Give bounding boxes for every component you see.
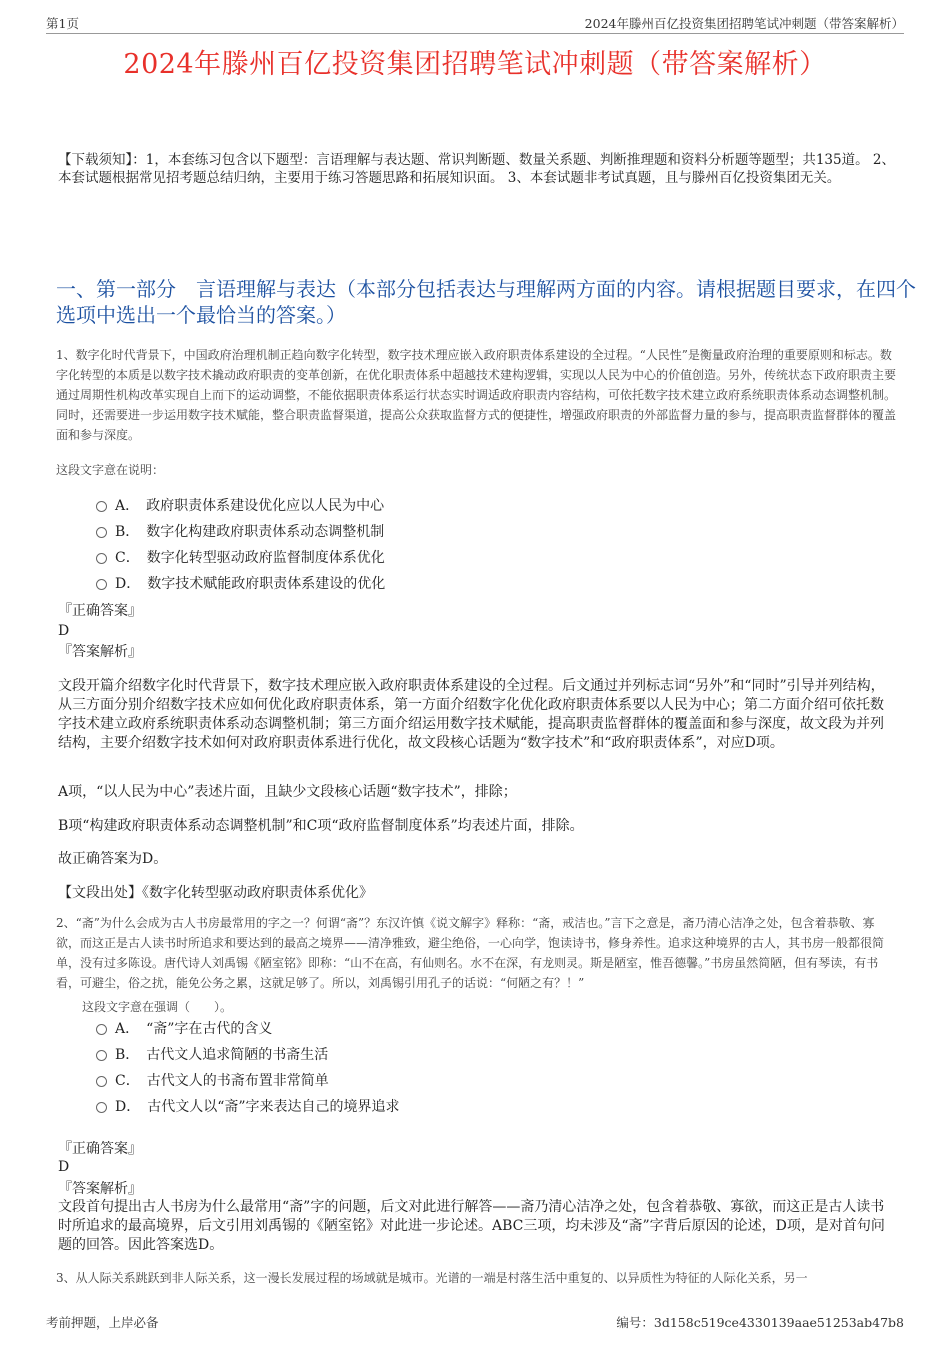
question-1-stem: 1、数字化时代背景下，中国政府治理机制正趋向数字化转型，数字技术理应嵌入政府职责体系建设的全过程。“人民性”是衡量政府治理的重要原则和标志。数字化转型的本质是以数字技术撬动政府职责的变革创新，在优化职责体系中超越技术建构逻辑，实现以人民为中心的价值创造。另外，传统状态下政府职责主要通过周期性机构改革实现自上而下的运动调整，不能依据职责体系运行状态实时调适政府职责内容结构，可依托数字技术建立政府系统职责体系动态调整机制。同时，还需要进一步运用数字技术赋能，整合职责监督渠道，提高公众获取监督方式的便捷性，增强政府职责的外部监督力量的参与，提高职责监督群体的覆盖面和参与深度。 [56,348,897,442]
radio-icon[interactable] [96,1102,107,1113]
header-divider [46,33,904,34]
question-2-option-a[interactable]: A． “斋”字在古代的含义 [96,1019,272,1039]
question-1-analysis-bc: B项“构建政府职责体系动态调整机制”和C项“政府监督制度体系”均表述片面，排除。 [58,818,584,834]
question-1-option-d[interactable]: D． 数字技术赋能政府职责体系建设的优化 [96,574,385,594]
question-2-stem: 2、“斋”为什么会成为古人书房最常用的字之一？何谓“斋”？东汉许慎《说文解字》释称：“斋，戒洁也。”言下之意是，斋乃清心洁净之处，包含着恭敬、寡欲，而这正是古人读书时所追求和要达到的最高之境界——清净雅致，避尘绝俗，一心向学，饱读诗书，修身养性。追求这种境界的古人，其书房一般都很简单，没有过多陈设。唐代诗人刘禹锡《陋室铭》即称：“山不在高，有仙则名。水不在深，有龙则灵。斯是陋室，惟吾德馨。”书房虽然简陋，但有琴读，有书看，可避尘，俗之扰，能免公务之累，这就足够了。所以，刘禹锡引用孔子的话说：“何陋之有？！” [56,916,885,990]
question-2-option-b[interactable]: B． 古代文人追求简陋的书斋生活 [96,1045,328,1065]
question-1-source: 【文段出处】《数字化转型驱动政府职责体系优化》 [58,885,373,901]
question-1-answer: D [58,623,70,639]
question-1-option-a[interactable]: A． 政府职责体系建设优化应以人民为中心 [96,496,384,516]
radio-icon[interactable] [96,1024,107,1035]
question-2-option-c[interactable]: C． 古代文人的书斋布置非常简单 [96,1071,329,1091]
question-1-analysis-conclusion: 故正确答案为D。 [58,851,168,867]
question-1-option-c[interactable]: C． 数字化转型驱动政府监督制度体系优化 [96,548,385,568]
page-title: 2024年滕州百亿投资集团招聘笔试冲刺题（带答案解析） [123,49,827,80]
question-2-option-d[interactable]: D． 古代文人以“斋”字来表达自己的境界追求 [96,1097,400,1117]
footer-slogan: 考前押题，上岸必备 [46,1315,159,1330]
download-notice: 【下载须知】：1，本套练习包含以下题型：言语理解与表达题、常识判断题、数量关系题、判断推理题和资料分析题等题型；共135道。 2、本套试题根据常见招考题总结归纳，主要用于练习答题思路和拓展知识面。 3、本套试题非考试真题，且与滕州百亿投资集团无关。 [58,152,895,186]
question-1-option-b[interactable]: B． 数字化构建政府职责体系动态调整机制 [96,522,384,542]
section-heading: 一、第一部分 言语理解与表达（本部分包括表达与理解两方面的内容。请根据题目要求，在四个选项中选出一个最恰当的答案。） [56,277,916,327]
question-3-stem: 3、从人际关系跳跃到非人际关系，这一漫长发展过程的场域就是城市。光谱的一端是村落生活中重复的、以异质性为特征的人际化关系，另一 [56,1271,808,1285]
radio-icon[interactable] [96,527,107,538]
question-1-analysis-label: 『答案解析』 [58,644,142,660]
radio-icon[interactable] [96,553,107,564]
question-1-analysis-a: A项，“以人民为中心”表述片面，且缺少文段核心话题“数字技术”，排除； [58,784,517,800]
question-1-prompt: 这段文字意在说明： [56,463,165,477]
question-1-analysis-paragraph: 文段开篇介绍数字化时代背景下，数字技术理应嵌入政府职责体系建设的全过程。后文通过并列标志词“另外”和“同时”引导并列结构，从三方面分别介绍数字技术应如何优化政府职责体系，第一方面介绍数字化优化政府职责体系要以人民为中心；第二方面介绍可依托数字技术建立政府系统职责体系动态调整机制；第三方面介绍运用数字技术赋能，提高职责监督群体的覆盖面和参与深度，故文段为并列结构，主要介绍数字技术如何对政府职责体系进行优化，故文段核心话题为“数字技术”和“政府职责体系”，对应D项。 [58,678,885,751]
radio-icon[interactable] [96,1076,107,1087]
question-1-answer-label: 『正确答案』 [58,603,142,619]
radio-icon[interactable] [96,579,107,590]
radio-icon[interactable] [96,1050,107,1061]
question-2-answer: D [58,1159,70,1175]
footer-serial: 编号：3d158c519ce4330139aae51253ab47b8 [616,1315,904,1330]
question-2-analysis: 文段首句提出古人书房为什么最常用“斋”字的问题，后文对此进行解答——斋乃清心洁净之处，包含着恭敬、寡欲，而这正是古人读书时所追求的最高境界，后文引用刘禹锡的《陋室铭》对此进一步论述。ABC三项，均未涉及“斋”字背后原因的论述，D项，是对首句问题的回答。因此答案选D。 [58,1199,885,1253]
question-2-prompt: 这段文字意在强调（ ）。 [82,1000,233,1014]
radio-icon[interactable] [96,501,107,512]
header-doc-title: 2024年滕州百亿投资集团招聘笔试冲刺题（带答案解析） [584,16,904,31]
question-2-analysis-label: 『答案解析』 [58,1181,142,1197]
question-2-answer-label: 『正确答案』 [58,1141,142,1157]
header-page-number: 第1页 [46,16,79,31]
